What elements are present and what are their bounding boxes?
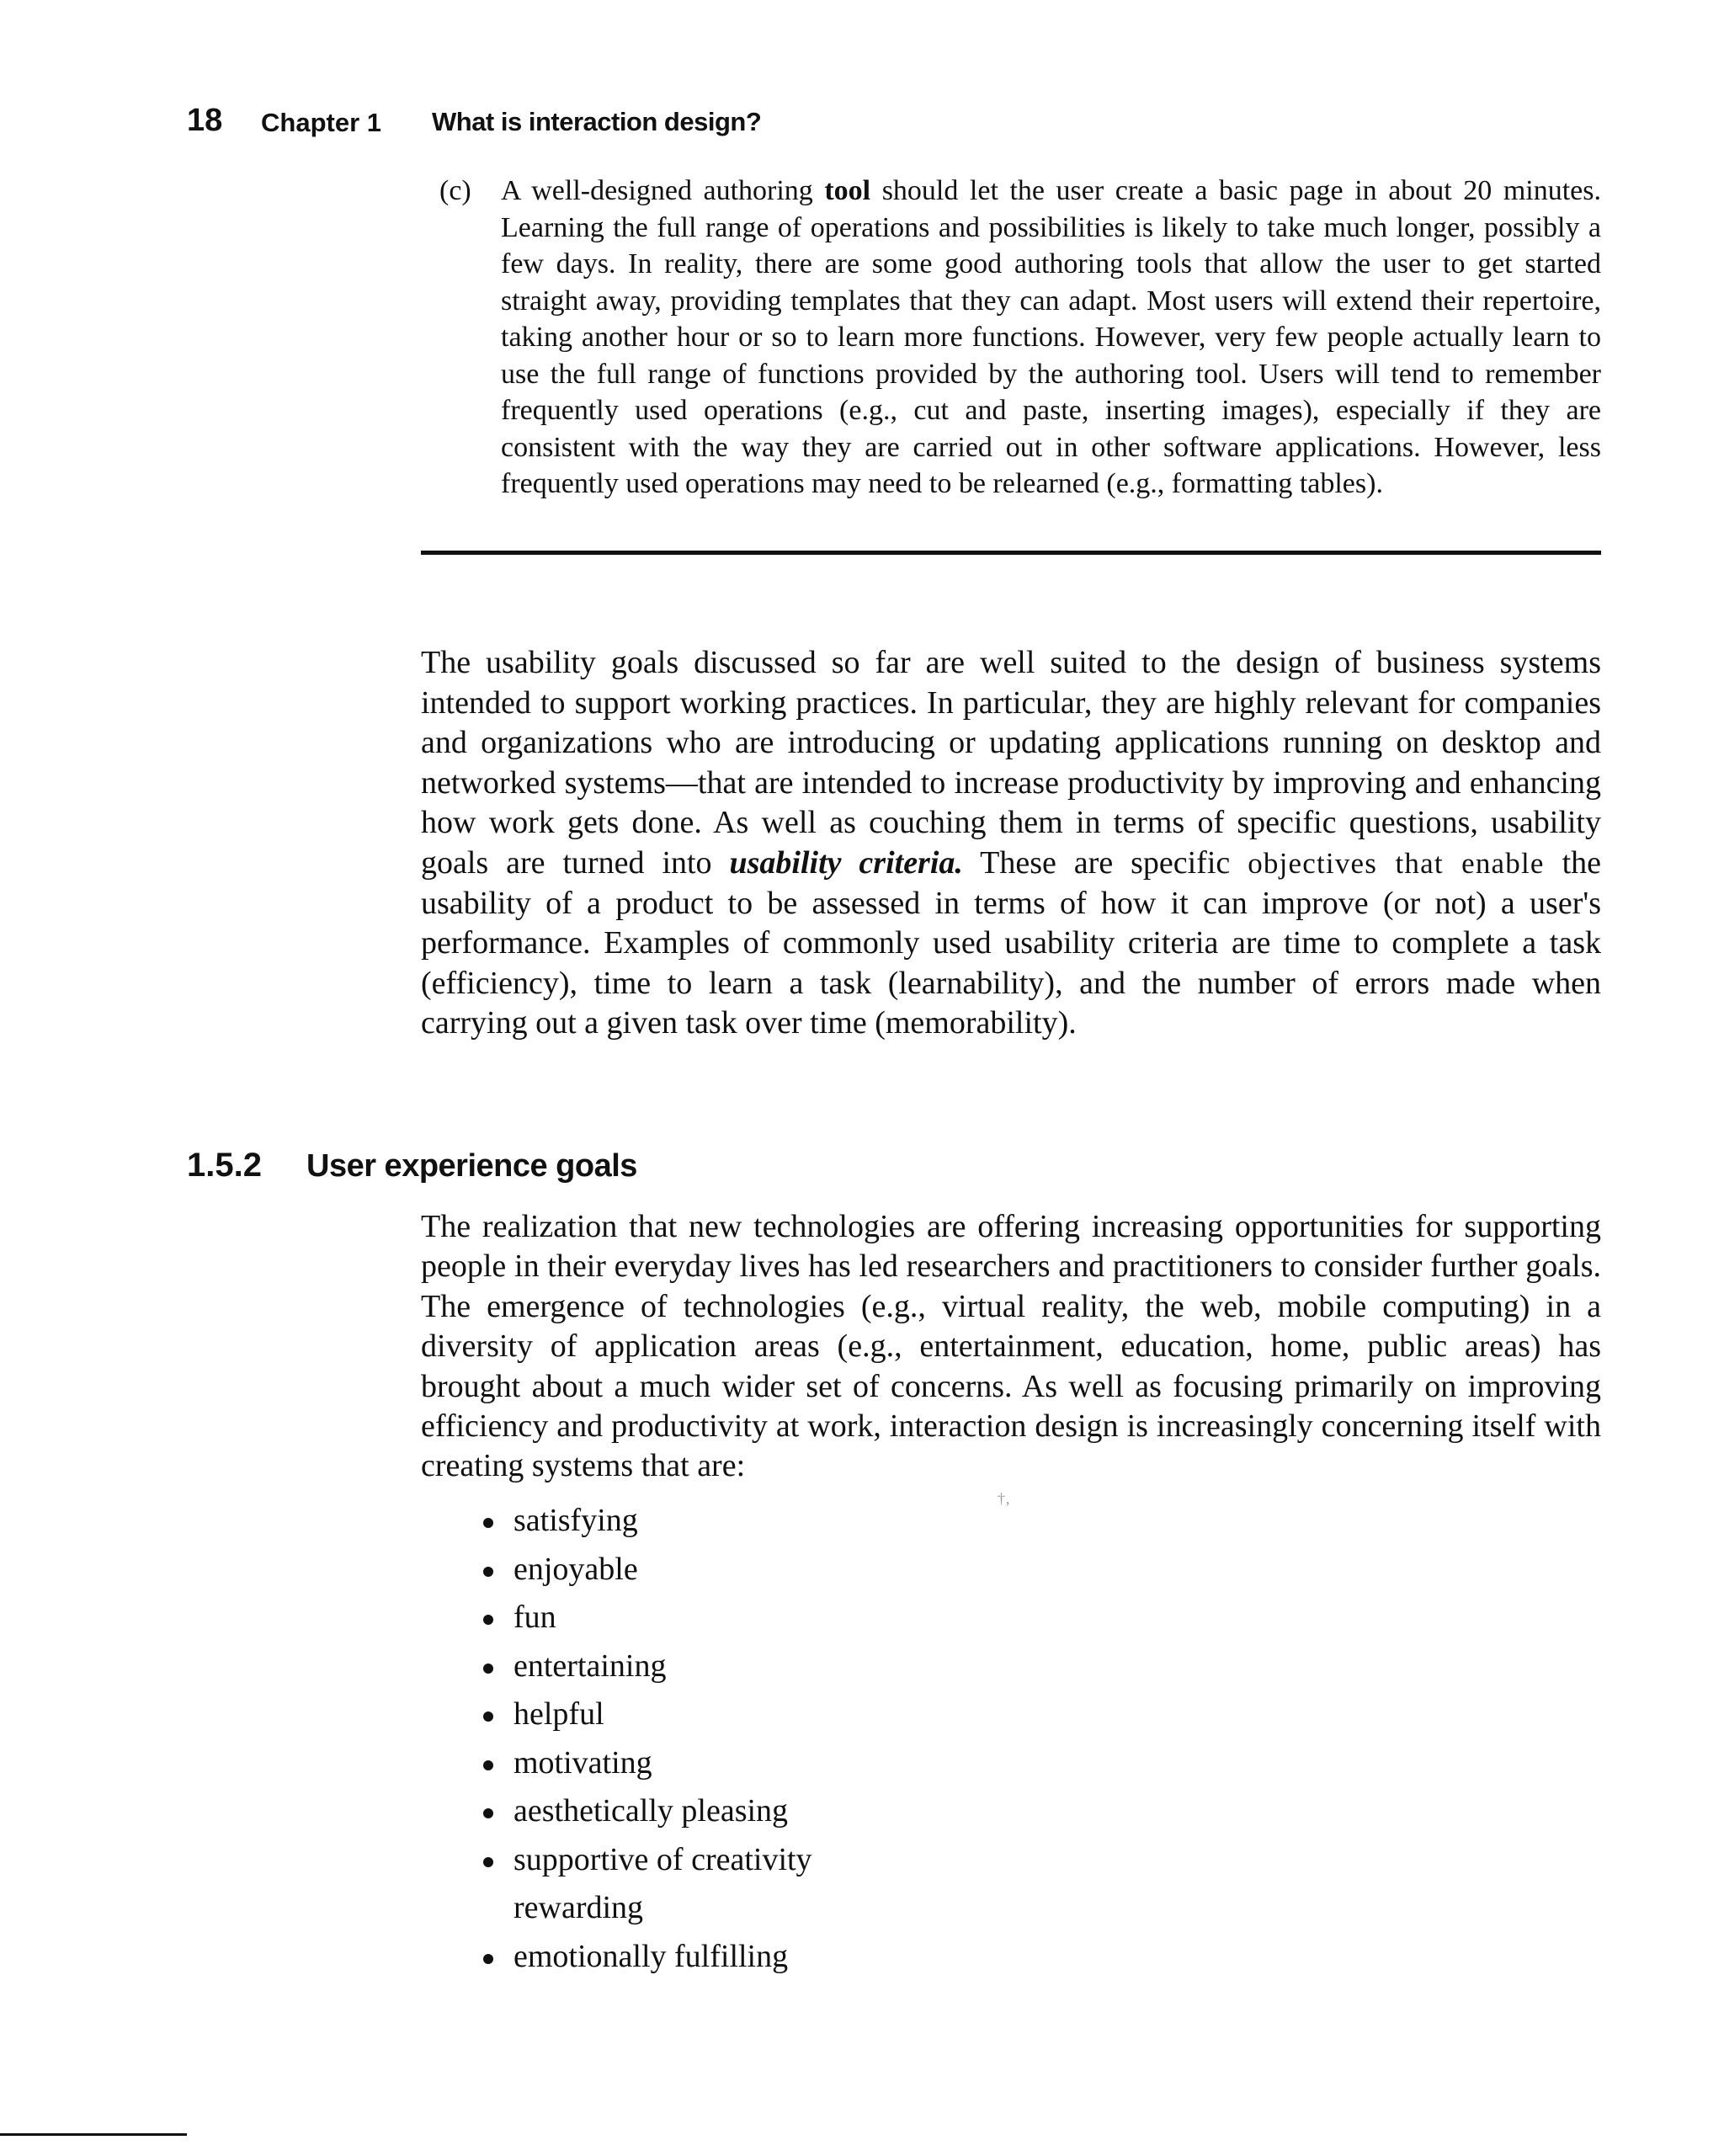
chapter-label: Chapter 1 (261, 108, 381, 137)
goal-list-item (471, 1887, 812, 1936)
goal-text: entertaining (513, 1648, 667, 1684)
answer-c-block (439, 173, 1601, 503)
bullet-icon (483, 1760, 493, 1770)
bullet-icon (483, 1664, 493, 1674)
chapter-title: What is interaction design? (432, 107, 762, 136)
section-number: 1.5.2 (187, 1147, 262, 1184)
goal-text: aesthetically pleasing (513, 1793, 789, 1829)
goal-list-item (471, 1646, 812, 1695)
goal-list-item (471, 1936, 812, 1985)
goal-text: enjoyable (513, 1551, 638, 1587)
answer-bold-word: tool (824, 175, 871, 206)
goal-text: fun (513, 1600, 556, 1635)
goal-list-item (471, 1597, 812, 1646)
bullet-icon (483, 1567, 493, 1577)
goal-list-item (471, 1839, 812, 1888)
goal-list-item (471, 1694, 812, 1743)
bullet-icon (483, 1954, 493, 1964)
page-number: 18 (187, 103, 223, 138)
bullet-icon (483, 1615, 493, 1625)
goal-list-item (471, 1549, 812, 1598)
bullet-icon (483, 1711, 493, 1722)
section-title: User experience goals (306, 1148, 637, 1184)
goal-list-item (471, 1500, 812, 1549)
ux-goals-list (471, 1500, 812, 1984)
usability-paragraph: The usability goals discussed so far are well suited to the design of business systems intended to support working practices. In particular, they are highly relevant for companies and organizations who are introducing or updating applications running on desktop and networked systems—that are intended to increase productivity by improving and enhancing how work gets done. As well as couching them in terms of specific questions, usability goals are turned into usability criteria. These are specific objectives that enable the usability of a product to be assessed in terms of how it can improve (or not) a user's performance. Examples of commonly used usability criteria are time to complete a task (efficiency), time to learn a task (learnability), and the number of errors made when carrying out a given task over time (memorability). (421, 645, 1601, 1041)
bullet-icon (483, 1857, 493, 1867)
ux-goals-paragraph: The realization that new technologies are offering increasing opportunities for supporting people in their everyday lives has led researchers and practitioners to consider further goals. The emergence of technologies (e.g., virtual reality, the web, mobile computing) in a diversity of application areas (e.g., entertainment, education, home, public areas) has brought about a much wider set of concerns. As well as focusing primarily on improving efficiency and productivity at work, interaction design is increasingly concerning itself with creating systems that are: (421, 1209, 1601, 1484)
goal-text: rewarding (513, 1890, 644, 1925)
footer-rule (0, 2133, 187, 2136)
goal-list-item (471, 1791, 812, 1839)
goal-text: helpful (513, 1696, 604, 1732)
activity-end-rule (421, 551, 1601, 555)
goal-text: emotionally fulfilling (513, 1938, 789, 1974)
answer-text: A well-designed authoring tool should let the user create a basic page in about 20 minutes. Learning the full range of operations and possibilities is likely to take much longer, possibly a few days. In reality, there are some good authoring tools that allow the user to get started straight away, providing templates that they can adapt. Most users will extend their repertoire, taking another hour or so to learn more functions. However, very few people actually learn to use the full range of functions provided by the authoring tool. Users will tend to remember frequently used operations (e.g., cut and paste, inserting images), especially if they are consistent with the way they are carried out in other software applications. However, less frequently used operations may need to be relearned (e.g., formatting tables). (501, 175, 1601, 499)
answer-label: (c) (439, 175, 471, 206)
usability-criteria-term: usability criteria. (729, 844, 963, 881)
goal-text: motivating (513, 1744, 652, 1781)
bullet-icon (483, 1808, 493, 1818)
scan-artifact-mark: †‚ (998, 1490, 1010, 1507)
goal-text: satisfying (513, 1503, 638, 1538)
bullet-icon (483, 1518, 493, 1528)
goal-list-item (471, 1743, 812, 1791)
goal-text: supportive of creativity (513, 1841, 812, 1877)
